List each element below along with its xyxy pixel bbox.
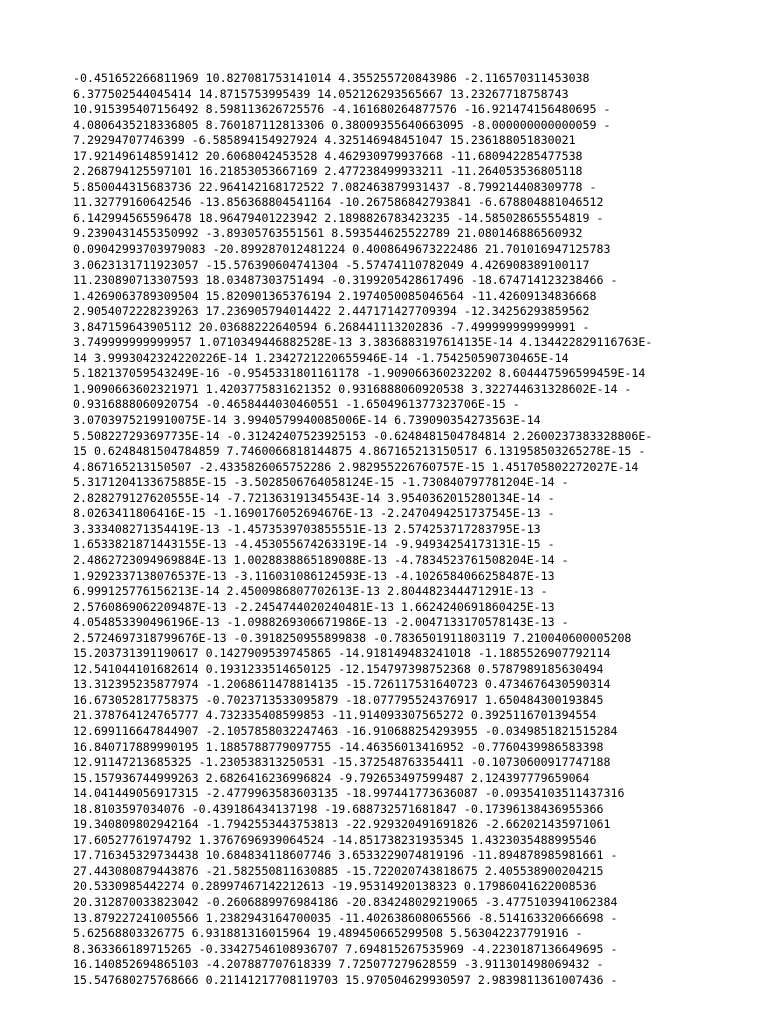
text-line: 13.879227241005566 1.2382943164700035 -11.402638608065566 -8.514163320666698 -	[73, 910, 618, 925]
text-line: 5.182137059543249E-16 -0.9545331801161178 -1.909066360232202 8.604447596599459E-14	[73, 366, 646, 381]
text-line: 2.9054072228239263 17.236905794014422 2.447171427709394 -12.34256293859562	[73, 304, 590, 319]
text-line: 20.5330985442274 0.28997467142212613 -19.95314920138323 0.17986041622008536	[73, 879, 597, 894]
text-line: 1.6533821871443155E-13 -4.453055674263319E-14 -9.94934254173131E-15 -	[73, 537, 555, 552]
text-line: 6.999125776156213E-14 2.4500986807702613E-13 2.804482344471291E-13 -	[73, 584, 548, 599]
text-line: 16.673052817758375 -0.7023713533095879 -18.077795524376917 1.650484300193845	[73, 692, 604, 707]
text-line: 5.850044315683736 22.964142168172522 7.082463879931437 -8.799214408309778 -	[73, 179, 597, 194]
text-line: 17.60527761974792 1.3767696939064524 -14.851738231935345 1.4323035488995546	[73, 832, 597, 847]
text-line: 9.2390431455350992 -3.89305763551561 8.593544625522789 21.080146886560932	[73, 226, 583, 241]
text-line: 12.541044101682614 0.1931233514650125 -12.154797398752368 0.5787989185630494	[73, 661, 604, 676]
text-line: 6.377502544045414 14.8715753995439 14.052126293565667 13.23267718758743	[73, 86, 569, 101]
text-line: 15.203731391190617 0.1427909539745865 -14.918149483241018 -1.1885526907792114	[73, 646, 611, 661]
text-line: 4.054853390496196E-13 -1.0988269306671986E-13 -2.0047133170578143E-13 -	[73, 615, 569, 630]
text-line: 11.230890713307593 18.03487303751494 -0.3199205428617496 -18.674714123238466 -	[73, 273, 618, 288]
text-line: 2.5760869062209487E-13 -2.2454744020240481E-13 1.6624240691860425E-13	[73, 599, 555, 614]
text-line: 15.547680275768666 0.21141217708119703 15.970504629930597 2.9839811361007436 -	[73, 972, 618, 987]
text-line: 2.268794125597101 16.21853053667169 2.477238499933211 -11.264053536805118	[73, 164, 583, 179]
text-line: 19.340809802942164 -1.7942553443753813 -22.929320491691826 -2.662021435971061	[73, 817, 611, 832]
text-line: 5.508227293697735E-14 -0.31242407523925153 -0.6248481504784814 2.2600237383328806E-	[73, 428, 653, 443]
text-line: 12.699116647844907 -2.1057858032247463 -16.910688254293955 -0.0349851821515284	[73, 723, 618, 738]
text-line: 8.363366189715265 -0.33427546108936707 7.694815267535969 -4.2230187136649695 -	[73, 941, 618, 956]
text-line: 4.0806435218336805 8.760187112813306 0.38009355640663095 -8.000000000000059 -	[73, 117, 611, 132]
text-line: 6.142994565596478 18.96479401223942 2.1898826783423235 -14.585028655554819 -	[73, 210, 604, 225]
text-line: 12.91147213685325 -1.230538313250531 -15.372548763354411 -0.10730600917747188	[73, 755, 611, 770]
text-line: 5.3171204133675885E-15 -3.5028506764058124E-15 -1.730840797781204E-14 -	[73, 475, 569, 490]
text-line: 0.9316888060920754 -0.4658444030460551 -1.6504961377323706E-15 -	[73, 397, 520, 412]
text-line: 21.378764124765777 4.732335408599853 -11.914093307565272 0.3925116701394554	[73, 708, 597, 723]
text-line: 18.8103597034076 -0.439186434137198 -19.688732571681847 -0.17396138436955366	[73, 801, 604, 816]
text-line: 15 0.6248481504784859 7.7460066818144875 4.867165213150517 6.131958503265278E-15 -	[73, 444, 646, 459]
text-line: 11.32779160642546 -13.856368804541164 -10.267586842793841 -6.678804881046512	[73, 195, 604, 210]
text-line: 5.62568803326775 6.931881316015964 19.489450665299508 5.563042237791916 -	[73, 926, 583, 941]
text-line: 20.312870033823042 -0.2606889976984186 -20.834248029219065 -3.4775103941062384	[73, 894, 618, 909]
text-line: 10.915395407156492 8.598113626725576 -4.161680264877576 -16.921474156480695 -	[73, 102, 611, 117]
text-line: 27.443080879443876 -21.582550811630885 -15.722020743818675 2.405538900204215	[73, 863, 604, 878]
text-line: 17.716345329734438 10.684834118607746 3.6533229074819196 -11.894878985981661 -	[73, 848, 618, 863]
text-line: 16.140852694865103 -4.207887707618339 7.725077279628559 -3.911301498069432 -	[73, 957, 604, 972]
text-line: 3.749999999999957 1.0710349446882528E-13 3.3836883197614135E-14 4.134422829116763E-	[73, 335, 653, 350]
text-line: 1.9292337138076537E-13 -3.116031086124593E-13 -4.1026584066258487E-13	[73, 568, 555, 583]
text-line: 3.847159643905112 20.03688222640594 6.268441113202836 -7.499999999999991 -	[73, 319, 590, 334]
text-line: 2.5724697318799676E-13 -0.3918250955899838 -0.7836501911803119 7.210040600005208	[73, 630, 632, 645]
text-line: 14 3.9993042324220226E-14 1.2342721220655946E-14 -1.754250590730465E-14	[73, 350, 569, 365]
text-line: 2.4862723094969884E-13 1.0028838865189088E-13 -4.7834523761508204E-14 -	[73, 552, 569, 567]
text-line: 17.921496148591412 20.6068042453528 4.462930979937668 -11.680942285477538	[73, 148, 583, 163]
text-line: 16.840717889990195 1.1885788779097755 -14.46356013416952 -0.7760439986583398	[73, 739, 604, 754]
text-line: 15.157936744999263 2.6826416236996824 -9.792653497599487 2.124397779659064	[73, 770, 590, 785]
text-line: 3.0623131711923057 -15.576390604741304 -5.57474110782049 4.426908389100117	[73, 257, 590, 272]
text-line: 13.312395235877974 -1.2068611478814135 -15.726117531640723 0.4734676430590314	[73, 677, 611, 692]
text-line: 4.867165213150507 -2.4335826065752286 2.982955226760757E-15 1.451705802272027E-14	[73, 459, 639, 474]
text-line: 14.041449056917315 -2.4779963583603135 -18.997441773636087 -0.09354103511437316	[73, 786, 625, 801]
text-line: 7.29294707746399 -6.585894154927924 4.325146948451047 15.236188051830021	[73, 133, 576, 148]
text-line: 1.4269063789309504 15.820901365376194 2.1974050085046564 -11.42609134836668	[73, 288, 597, 303]
text-line: 2.828279127620555E-14 -7.721363191345543E-14 3.9540362015280134E-14 -	[73, 490, 555, 505]
document-body	[73, 71, 733, 988]
text-line: 3.333408271354419E-13 -1.4573539703855551E-13 2.574253717283795E-13	[73, 521, 541, 536]
text-line: -0.451652266811969 10.827081753141014 4.355255720843986 -2.116570311453038	[73, 71, 590, 85]
text-line: 3.0703975219910075E-14 3.9940579940085006E-14 6.739090354273563E-14	[73, 413, 541, 428]
text-line: 1.9090663602321971 1.4203775831621352 0.9316888060920538 3.322744631328602E-14 -	[73, 381, 632, 396]
text-line: 0.09042993703979083 -20.899287012481224 0.4008649673222486 21.701016947125783	[73, 242, 611, 257]
text-line: 8.0263411806416E-15 -1.1690176052694676E-13 -2.2470494251737545E-13 -	[73, 506, 555, 521]
